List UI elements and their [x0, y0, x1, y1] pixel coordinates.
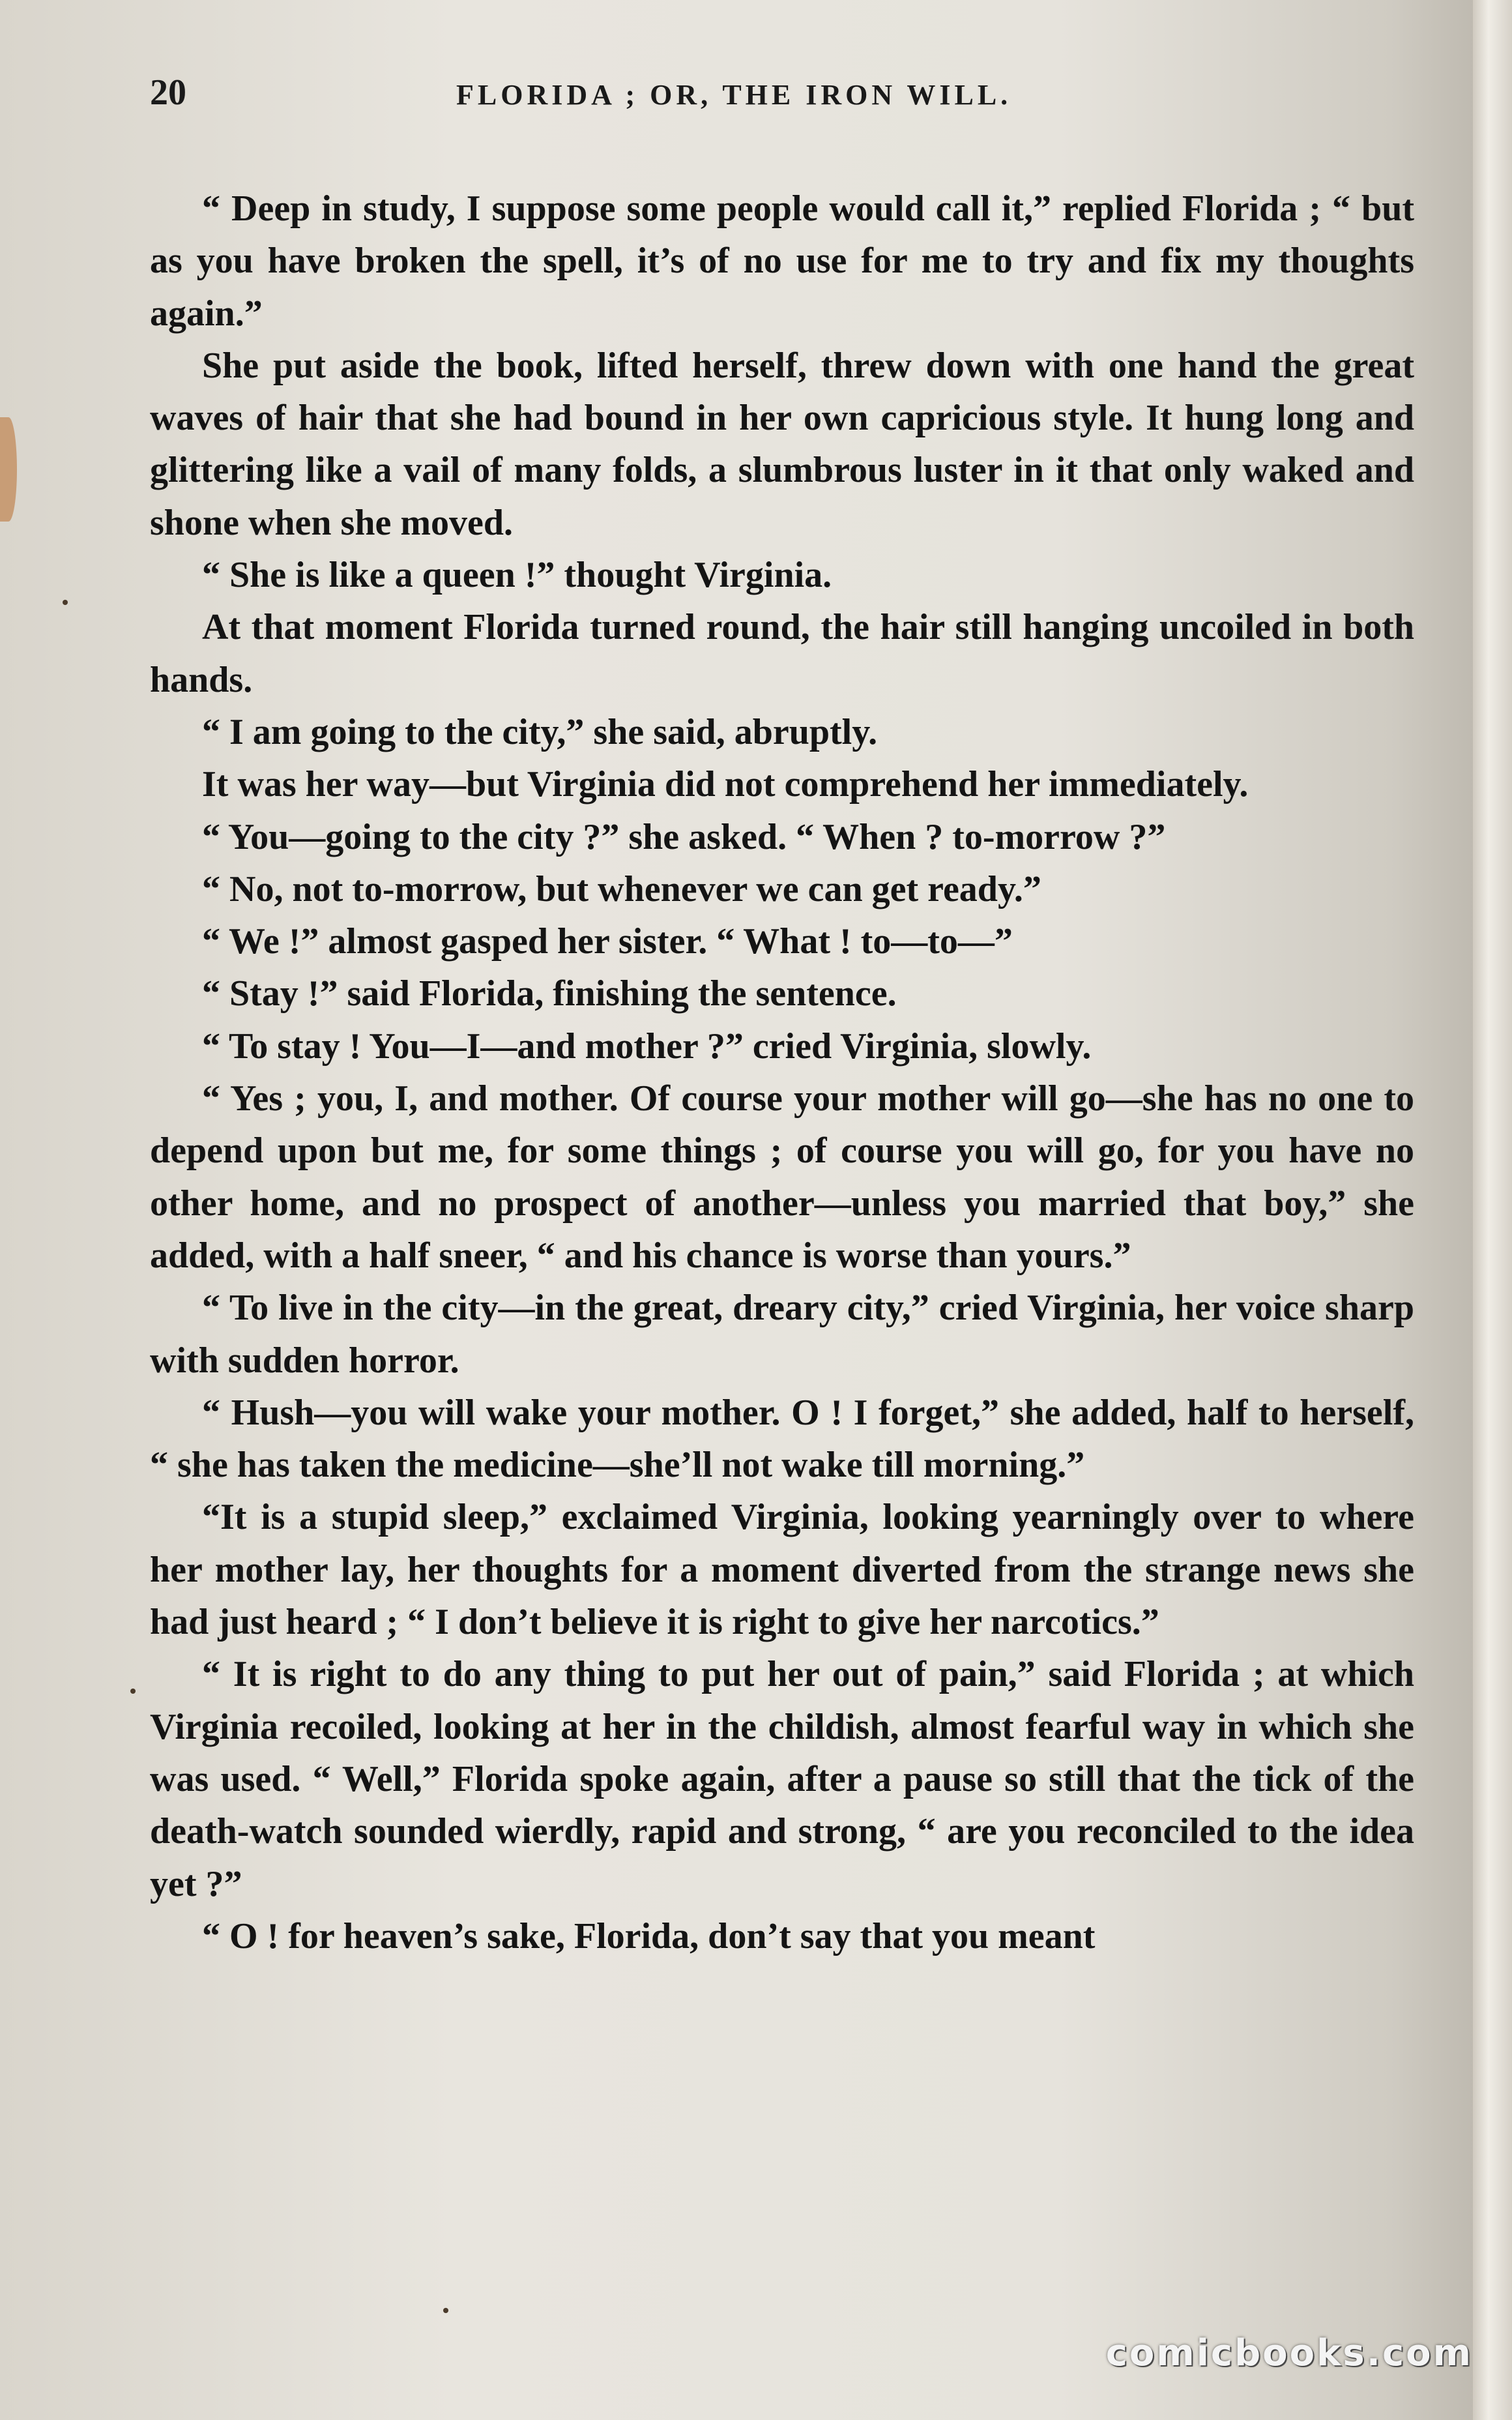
paragraph: At that moment Florida turned round, the hair still hanging uncoiled in both hands. — [150, 607, 1414, 700]
paragraph: “ We !” almost gasped her sister. “ What ! to—to—” — [202, 921, 1013, 962]
paper-speck — [63, 600, 68, 605]
paper-speck — [130, 1689, 136, 1694]
paragraph: “ Stay !” said Florida, finishing the sentence. — [202, 973, 897, 1014]
page-number: 20 — [150, 72, 186, 113]
paragraph: “ She is like a queen !” thought Virginia. — [202, 555, 832, 596]
paragraph: She put aside the book, lifted herself, threw down with one hand the great waves of hair that she had bound in her own capricious style. It hung long and glittering like a vail of many folds, a slumbrous luster in it that only waked and shone when she moved. — [150, 345, 1414, 543]
paragraph: “ No, not to-morrow, but whenever we can get ready.” — [202, 868, 1041, 909]
paragraph: “ Deep in study, I suppose some people would call it,” replied Florida ; “ but as you have broken the spell, it’s of no use for me to try and fix my thoughts again.” — [150, 188, 1414, 334]
paragraph: “ Hush—you will wake your mother. O ! I forget,” she added, half to herself, “ she has taken the medicine—she’ll not wake till morning.” — [150, 1392, 1414, 1486]
book-page — [150, 72, 1414, 2327]
page-header — [150, 72, 1414, 130]
paragraph: “It is a stupid sleep,” exclaimed Virginia, looking yearningly over to where her mother lay, her thoughts for a moment diverted from the strange news she had just heard ; “ I don’t believe it is right to give her narcotics.” — [150, 1497, 1414, 1643]
page-edge — [1473, 0, 1512, 2420]
paragraph: “ O ! for heaven’s sake, Florida, don’t say that you meant — [202, 1915, 1096, 1956]
body-text — [150, 183, 1414, 1962]
paragraph: “ To live in the city—in the great, dreary city,” cried Virginia, her voice sharp with sudden horror. — [150, 1288, 1414, 1381]
paragraph: “ I am going to the city,” she said, abruptly. — [202, 711, 878, 752]
paragraph: It was her way—but Virginia did not comprehend her immediately. — [202, 764, 1249, 805]
paragraph: “ Yes ; you, I, and mother. Of course your mother will go—she has no one to depend upon but me, for some things ; of course you will go, for you have no other home, and no prospect of another—unless you married that boy,” she added, with a half sneer, “ and his chance is worse than yours.” — [150, 1078, 1414, 1276]
paragraph: “ It is right to do any thing to put her out of pain,” said Florida ; at which Virginia recoiled, looking at her in the childish, almost fearful way in which she was used. “ Well,” Florida spoke again, after a pause so still that the tick of the death-watch sounded wierdly, rapid and strong, “ are you reconciled to the idea yet ?” — [150, 1654, 1414, 1904]
paragraph: “ You—going to the city ?” she asked. “ When ? to-morrow ?” — [202, 816, 1166, 857]
paragraph: “ To stay ! You—I—and mother ?” cried Virginia, slowly. — [202, 1026, 1092, 1067]
running-head: FLORIDA ; OR, THE IRON WILL. — [456, 79, 1012, 111]
site-watermark: comicbooks.com — [1105, 2332, 1473, 2374]
paper-stain — [0, 417, 17, 522]
